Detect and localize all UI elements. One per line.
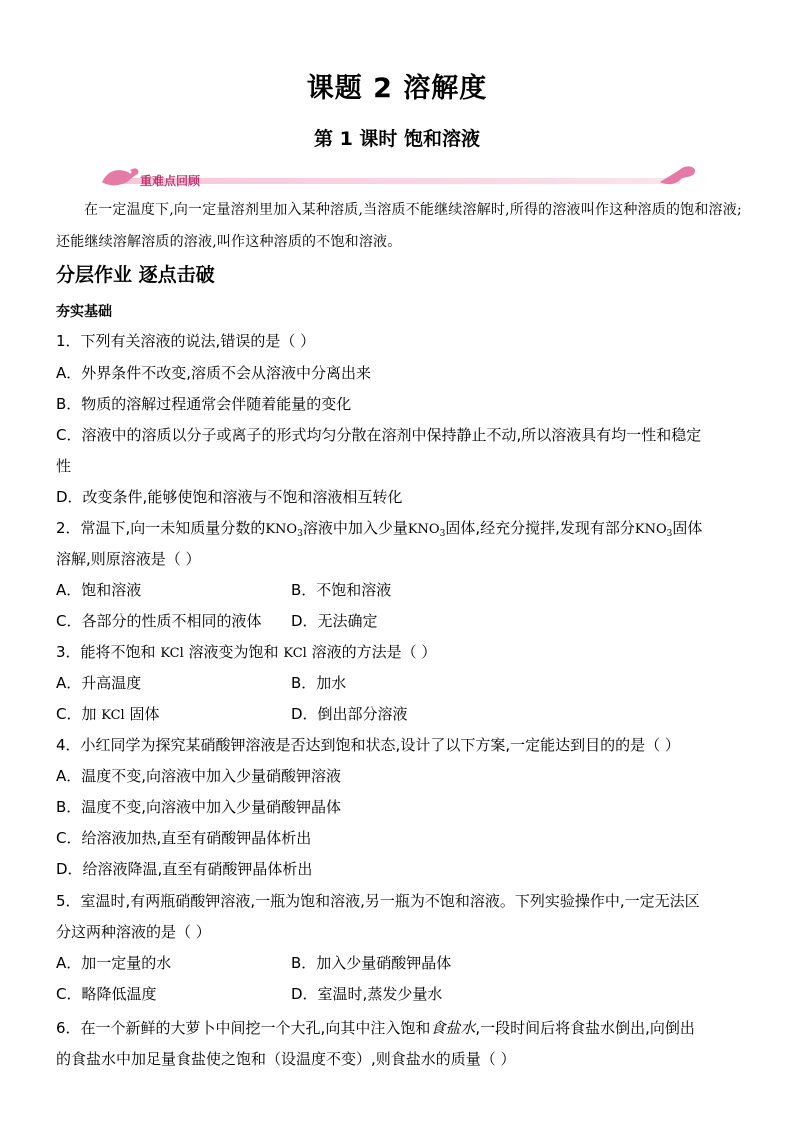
page-title: 课题 2 溶解度 [306,73,488,104]
question-3-stem: 3．能将不饱和 KCl 溶液变为饱和 KCl 溶液的方法是（ ） [56,643,437,661]
question-5-option-b: B．加入少量硝酸钾晶体 [291,954,452,972]
lesson-subtitle: 第 1 课时 饱和溶液 [313,128,481,150]
question-2-option-c: C．各部分的性质不相同的液体 [56,612,262,630]
question-3-option-a: A．升高温度 [56,674,142,692]
question-4-option-c: C．给溶液加热,直至有硝酸钾晶体析出 [56,829,312,847]
section-title: 分层作业 逐点击破 [56,264,215,286]
question-2-option-a: A．饱和溶液 [56,581,142,599]
question-4-option-b: B．温度不变,向溶液中加入少量硝酸钾晶体 [56,798,342,816]
question-2-option-d: D．无法确定 [291,612,378,630]
question-1-option-b: B．物质的溶解过程通常会伴随着能量的变化 [56,395,352,413]
question-3-option-d: D．倒出部分溶液 [291,705,408,723]
question-2-option-b: B．不饱和溶液 [291,581,392,599]
question-2-stem-cont: 溶解,则原溶液是（ ） [56,550,201,568]
question-1-option-c-cont: 性 [56,457,72,475]
question-5-stem: 5．室温时,有两瓶硝酸钾溶液,一瓶为饱和溶液,另一瓶为不饱和溶液。下列实验操作中,一定无法区 [56,892,700,910]
question-4-option-d: D．给溶液降温,直至有硝酸钾晶体析出 [56,860,313,878]
question-3-option-c: C．加 KCl 固体 [56,705,160,723]
question-4-option-a: A．温度不变,向溶液中加入少量硝酸钾溶液 [56,767,342,785]
dragon-right-icon [660,166,695,184]
question-4-stem: 4．小红同学为探究某硝酸钾溶液是否达到饱和状态,设计了以下方案,一定能达到目的的是（ ） [56,736,680,754]
question-6-stem-cont: 的食盐水中加足量食盐使之饱和（设温度不变）,则食盐水的质量（ ） [56,1050,516,1068]
question-3-option-b: B．加水 [291,674,347,692]
question-5-stem-cont: 分这两种溶液的是（ ） [56,923,211,941]
formula-kno3: $KNO_3$ [407,522,446,539]
subsection-title: 夯实基础 [56,304,112,320]
question-5-option-c: C．略降低温度 [56,985,157,1003]
formula-kcl: KCl [101,708,125,723]
question-5-option-a: A．加一定量的水 [56,954,172,972]
key-point-recall: 在一定温度下,向一定量溶剂里加入某种溶质,当溶质不能继续溶解时,所得的溶液叫作这种溶质的饱和溶液;还能继续溶解溶质的溶液,叫作这种溶质的不饱和溶液。 [56,202,742,250]
formula-kcl: KCl [283,646,307,661]
question-6-stem: 6．在一个新鲜的大萝卜中间挖一个大孔,向其中注入饱和食盐水,一段时间后将食盐水倒出,向倒出 [56,1019,695,1037]
formula-kcl: KCl [160,646,184,661]
question-1-option-c: C．溶液中的溶质以分子或离子的形式均匀分散在溶剂中保持静止不动,所以溶液具有均一性和稳定 [56,426,702,444]
italic-term: 食盐水 [430,1019,476,1037]
banner-label: 重难点回顾 [140,174,201,188]
formula-kno3: $KNO_3$ [265,522,303,539]
question-1-option-a: A．外界条件不改变,溶质不会从溶液中分离出来 [56,364,372,382]
formula-kno3: $KNO_3$ [634,522,673,539]
question-5-option-d: D．室温时,蒸发少量水 [291,985,443,1003]
question-2-stem: 2．常温下,向一未知质量分数的$KNO_3$溶液中加入少量$KNO_3$固体,经充分搅拌,发现有部分$KNO_3$固体 [56,519,703,539]
question-1-stem: 1．下列有关溶液的说法,错误的是（ ） [56,332,316,350]
question-1-option-d: D．改变条件,能够使饱和溶液与不饱和溶液相互转化 [56,488,403,506]
